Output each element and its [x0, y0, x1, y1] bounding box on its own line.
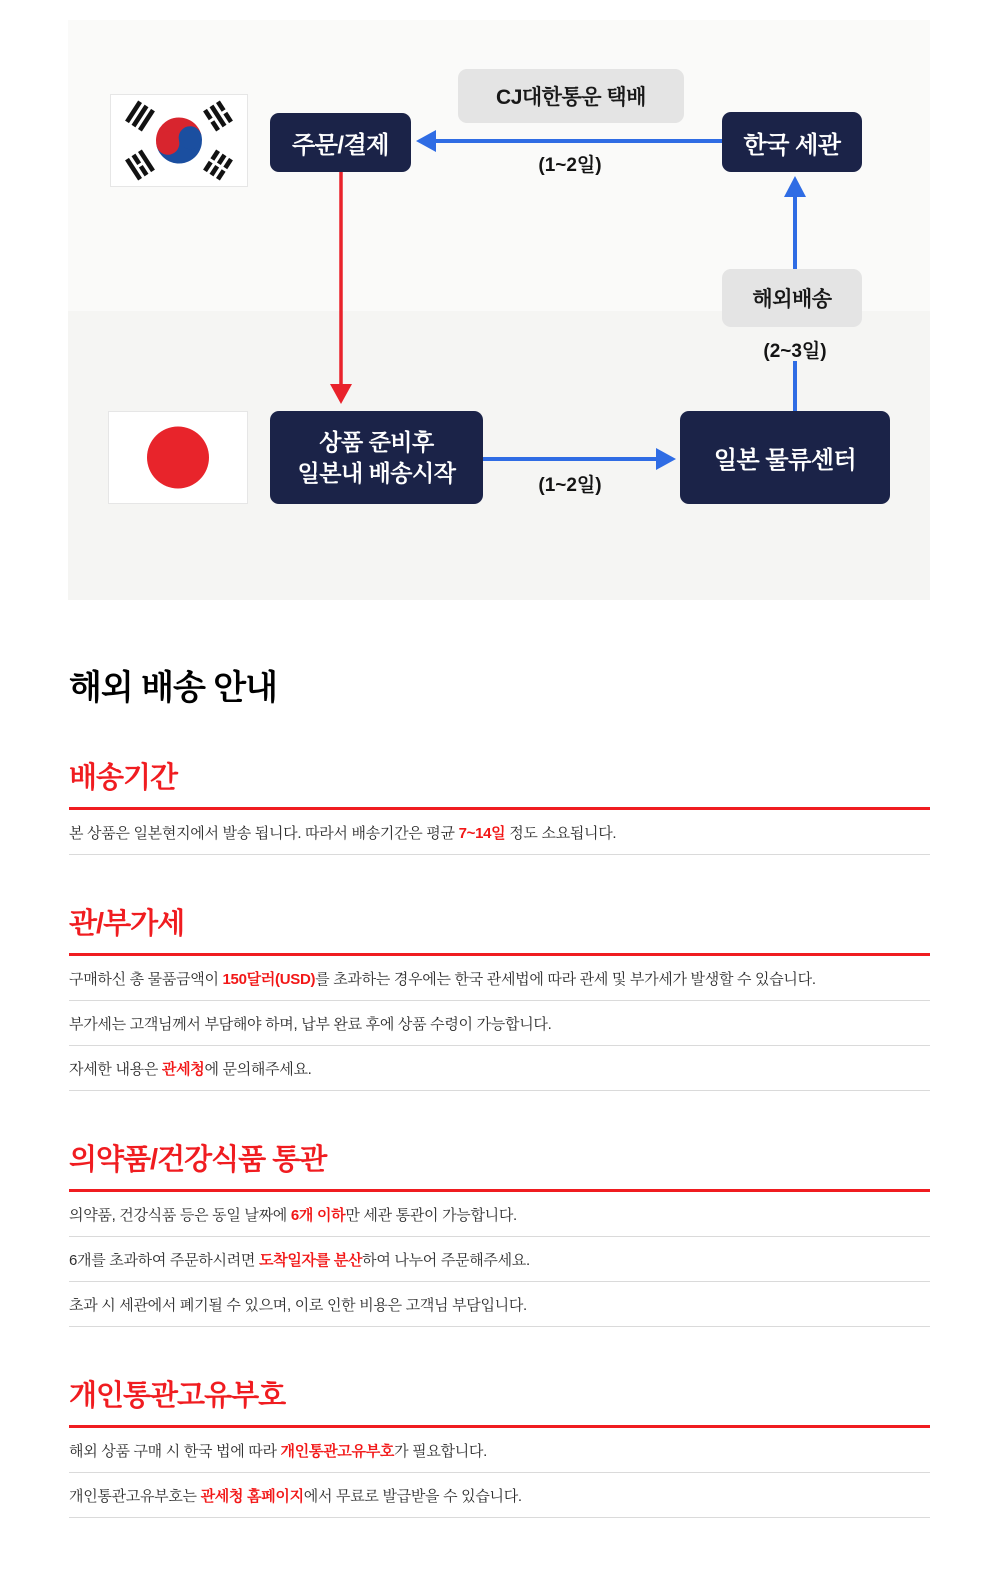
korea-flag-image [111, 95, 247, 186]
info-paragraph [69, 969, 930, 990]
paragraph-text: 6개를 초과하여 주문하시려면 [69, 1252, 259, 1269]
section-personal-customs-code [69, 1373, 930, 1518]
korea-flag [110, 94, 248, 187]
info-row [69, 956, 930, 1001]
paragraph-text: 정도 소요됩니다. [505, 825, 617, 842]
info-row [69, 1192, 930, 1237]
node-prepare-line1: 상품 준비후 [319, 429, 434, 456]
arrow-prepare-to-center [483, 448, 676, 470]
paragraph-highlight: 관세청 홈페이지 [200, 1488, 304, 1505]
node-overseas-shipping-label: 해외배송 [752, 288, 832, 311]
info-paragraph [69, 1205, 930, 1226]
paragraph-text: 가 필요합니다. [394, 1443, 487, 1460]
paragraph-text: 본 상품은 일본현지에서 발송 됩니다. 따라서 배송기간은 평균 [69, 825, 459, 842]
paragraph-highlight: 도착일자를 분산 [258, 1252, 363, 1269]
node-japan-logistics-center [680, 411, 890, 504]
section-delivery-period-heading: 배송기간 [69, 762, 178, 794]
info-row [69, 810, 930, 855]
info-paragraph [69, 1295, 930, 1316]
info-row [69, 1473, 930, 1518]
duration-overseas-to-customs: (2~3일) [763, 341, 827, 362]
section-customs-vat [69, 901, 930, 1091]
paragraph-text: 자세한 내용은 [69, 1061, 162, 1078]
paragraph-text: 구매하신 총 물품금액이 [69, 971, 223, 988]
arrow-customs-to-order [416, 130, 722, 152]
info-row [69, 1282, 930, 1327]
paragraph-text: 개인통관고유부호는 [69, 1488, 201, 1505]
info-paragraph [69, 1014, 930, 1035]
arrow-order-to-prepare [330, 172, 352, 404]
shipping-guide-page [0, 20, 999, 1578]
paragraph-text: 에 문의해주세요. [204, 1061, 312, 1078]
paragraph-text: 해외 상품 구매 시 한국 법에 따라 [69, 1443, 281, 1460]
shipping-info-content [69, 660, 930, 1578]
paragraph-highlight: 개인통관고유부호 [280, 1443, 395, 1460]
info-paragraph [69, 1441, 930, 1462]
info-row [69, 1001, 930, 1046]
info-row [69, 1237, 930, 1282]
paragraph-highlight: 150달러(USD) [222, 971, 316, 988]
info-paragraph [69, 1250, 930, 1271]
section-medicine-customs [69, 1137, 930, 1327]
duration-prepare-to-center: (1~2일) [538, 475, 602, 496]
info-paragraph [69, 1059, 930, 1080]
section-delivery-period [69, 755, 930, 855]
info-row [69, 1046, 930, 1091]
info-row [69, 1428, 930, 1473]
duration-customs-to-order: (1~2일) [538, 155, 602, 176]
node-prepare-ship-japan [270, 411, 483, 504]
paragraph-text: 에서 무료로 발급받을 수 있습니다. [303, 1488, 522, 1505]
shipping-flow-diagram [68, 20, 930, 600]
page-title: 해외 배송 안내 [69, 669, 277, 707]
node-cj-courier-label: CJ대한통운 택배 [496, 86, 646, 109]
paragraph-text: 를 초과하는 경우에는 한국 관세법에 따라 관세 및 부가세가 발생할 수 있습니다. [315, 971, 816, 988]
section-medicine-customs-heading: 의약품/건강식품 통관 [69, 1144, 327, 1176]
paragraph-text: 부가세는 고객님께서 부담해야 하며, 납부 완료 후에 상품 수령이 가능합니다. [69, 1016, 552, 1033]
japan-flag-image [109, 412, 247, 503]
info-paragraph [69, 823, 930, 844]
paragraph-highlight: 관세청 [161, 1061, 205, 1078]
paragraph-text: 초과 시 세관에서 폐기될 수 있으며, 이로 인한 비용은 고객님 부담입니다. [69, 1297, 527, 1314]
node-korea-customs [722, 112, 862, 172]
section-customs-vat-heading: 관/부가세 [69, 908, 185, 940]
node-order-payment-label: 주문/결제 [292, 132, 389, 159]
node-japan-logistics-center-label: 일본 물류센터 [713, 447, 857, 474]
node-korea-customs-label: 한국 세관 [743, 131, 841, 159]
paragraph-text: 의약품, 건강식품 등은 동일 날짜에 [69, 1207, 291, 1224]
node-cj-courier [458, 69, 684, 123]
paragraph-highlight: 7~14일 [458, 825, 506, 842]
node-prepare-line2: 일본내 배송시작 [297, 459, 456, 486]
section-personal-customs-code-heading: 개인통관고유부호 [69, 1380, 286, 1412]
paragraph-highlight: 6개 이하 [290, 1207, 346, 1224]
node-overseas-shipping [722, 269, 862, 327]
japan-flag [108, 411, 248, 504]
paragraph-text: 만 세관 통관이 가능합니다. [345, 1207, 517, 1224]
paragraph-text: 하여 나누어 주문해주세요. [362, 1252, 530, 1269]
node-order-payment [270, 113, 411, 172]
info-paragraph [69, 1486, 930, 1507]
